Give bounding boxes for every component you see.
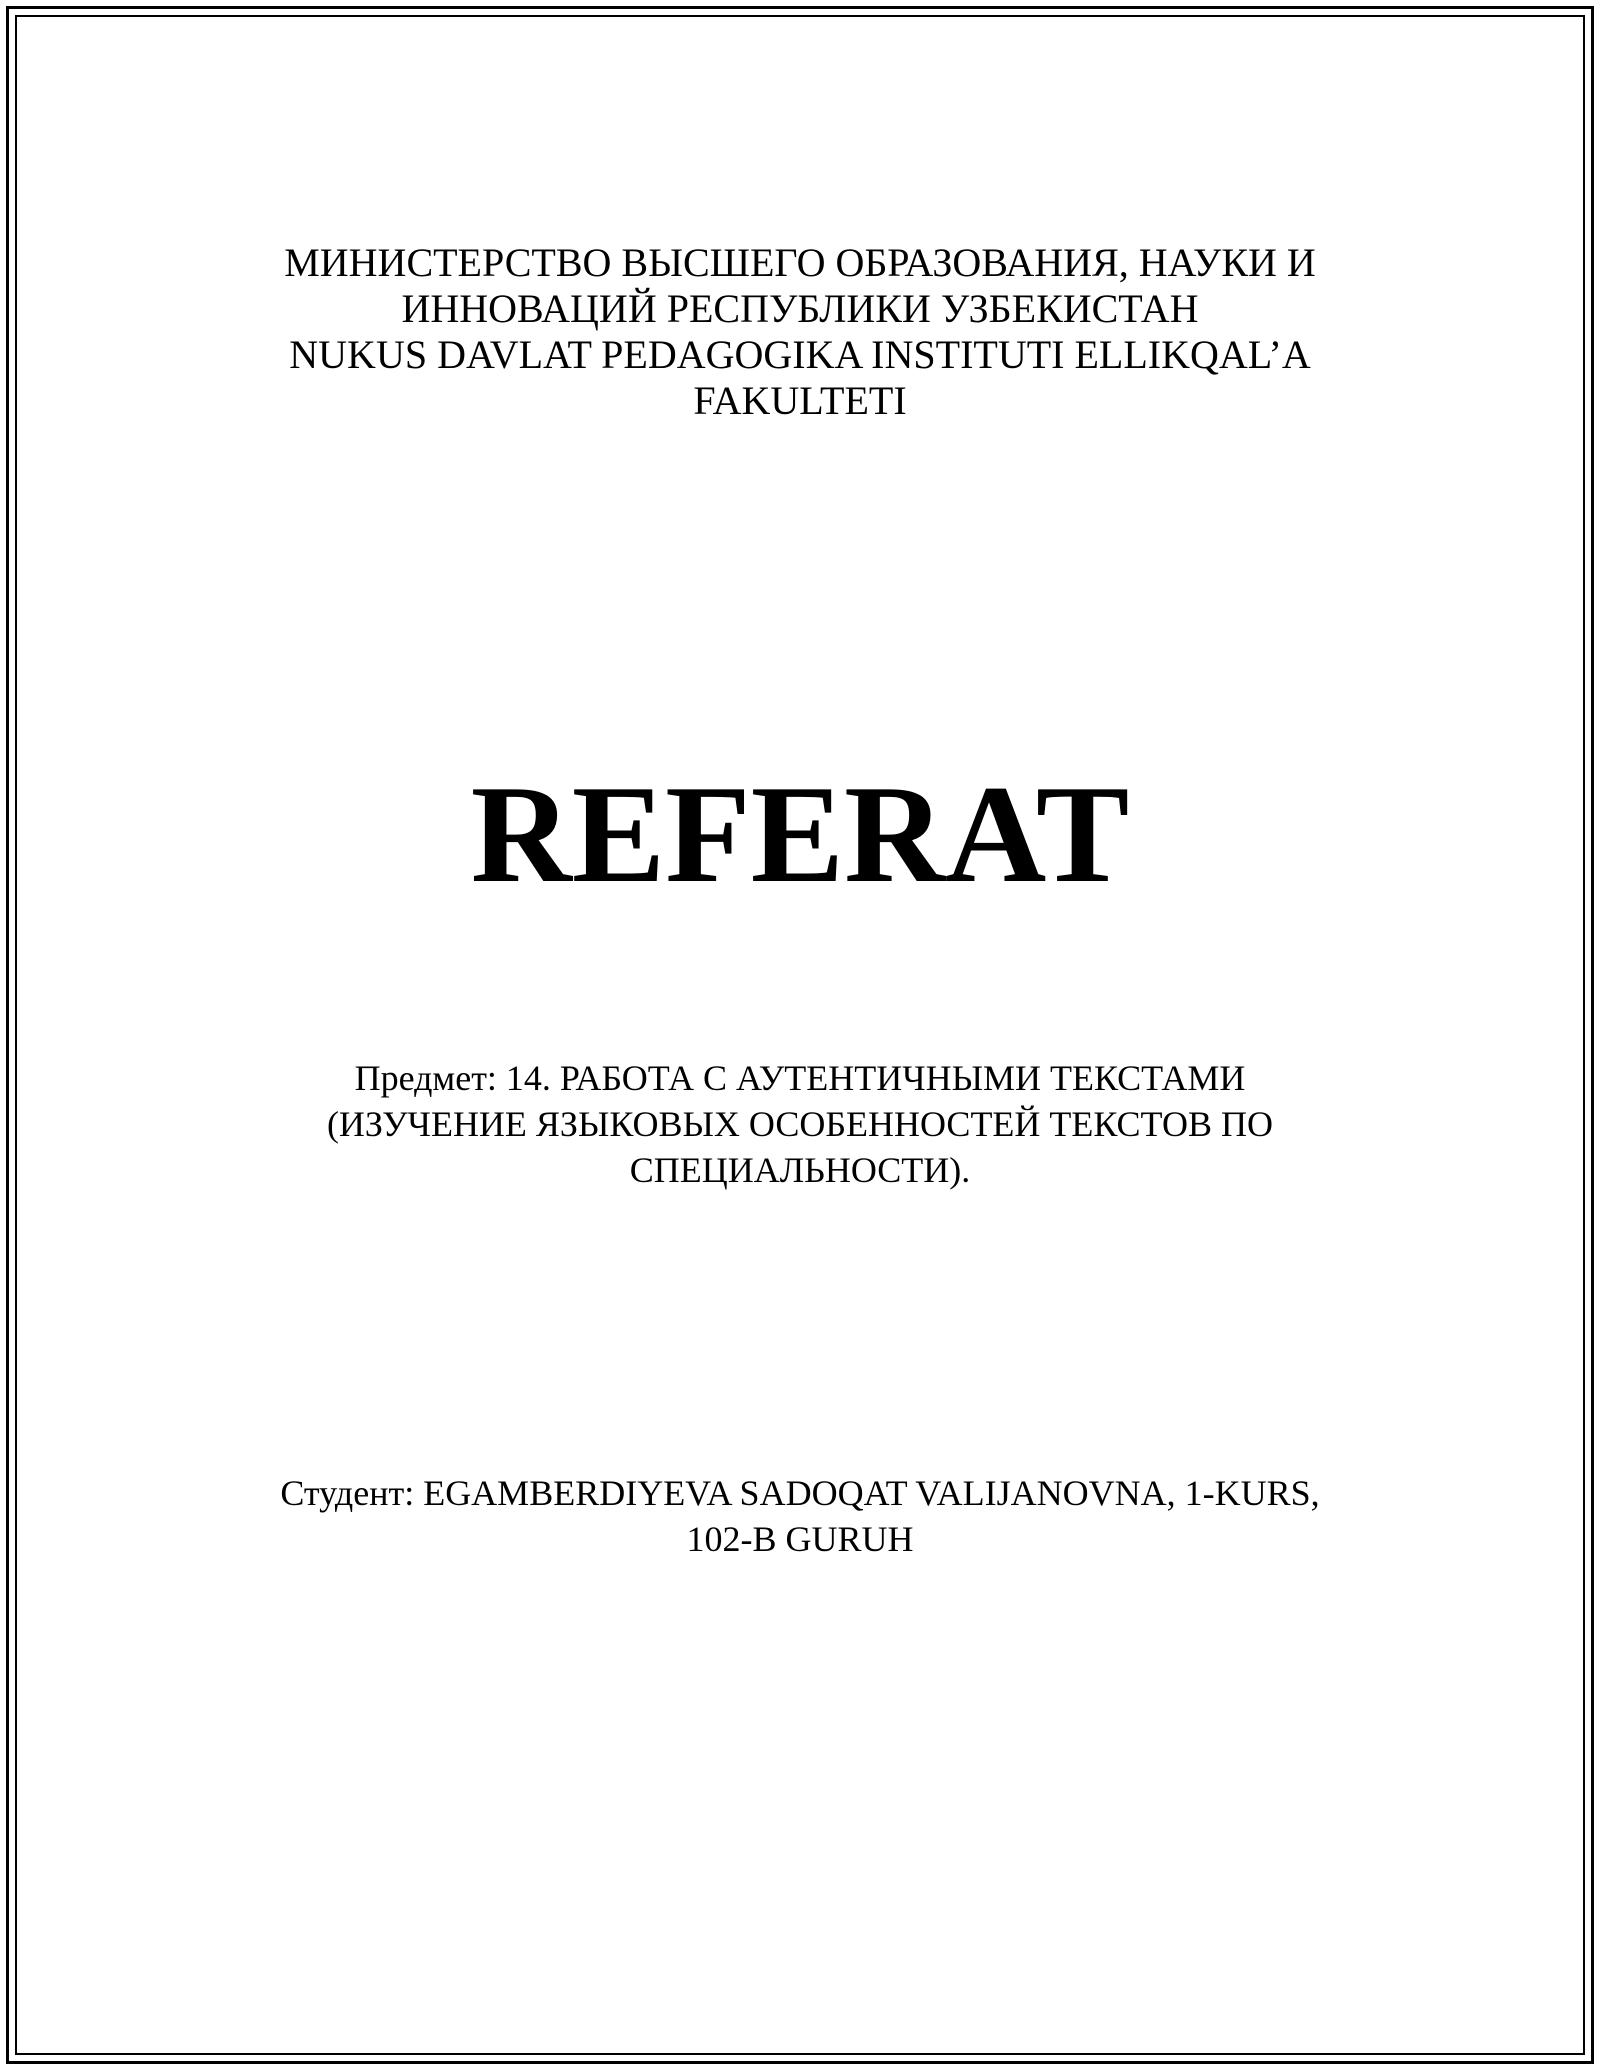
student-block [0,1470,1600,1562]
student-line-1: Студент: EGAMBERDIYEVA SADOQAT VALIJANOVNA, 1-KURS, [280,1473,1320,1513]
subject-line-3: СПЕЦИАЛЬНОСТИ). [629,1150,971,1190]
header-line-ministry: МИНИСТЕРСТВО ВЫСШЕГО ОБРАЗОВАНИЯ, НАУКИ И [284,240,1316,285]
institution-header [0,240,1600,424]
header-line-institute: NUKUS DAVLAT PEDAGOGIKA INSTITUTI ELLIKQAL’A [289,332,1311,377]
subject-line-2: (ИЗУЧЕНИЕ ЯЗЫКОВЫХ ОСОБЕННОСТЕЙ ТЕКСТОВ ПО [326,1104,1274,1144]
subject-block [0,1055,1600,1193]
student-line-2: 102-B GURUH [686,1519,914,1559]
header-line-republic: ИННОВАЦИЙ РЕСПУБЛИКИ УЗБЕКИСТАН [401,286,1199,331]
subject-line-1: Предмет: 14. РАБОТА С АУТЕНТИЧНЫМИ ТЕКСТАМИ [354,1058,1246,1098]
header-line-faculty: FAKULTETI [693,378,907,423]
document-title: REFERAT [470,757,1130,912]
